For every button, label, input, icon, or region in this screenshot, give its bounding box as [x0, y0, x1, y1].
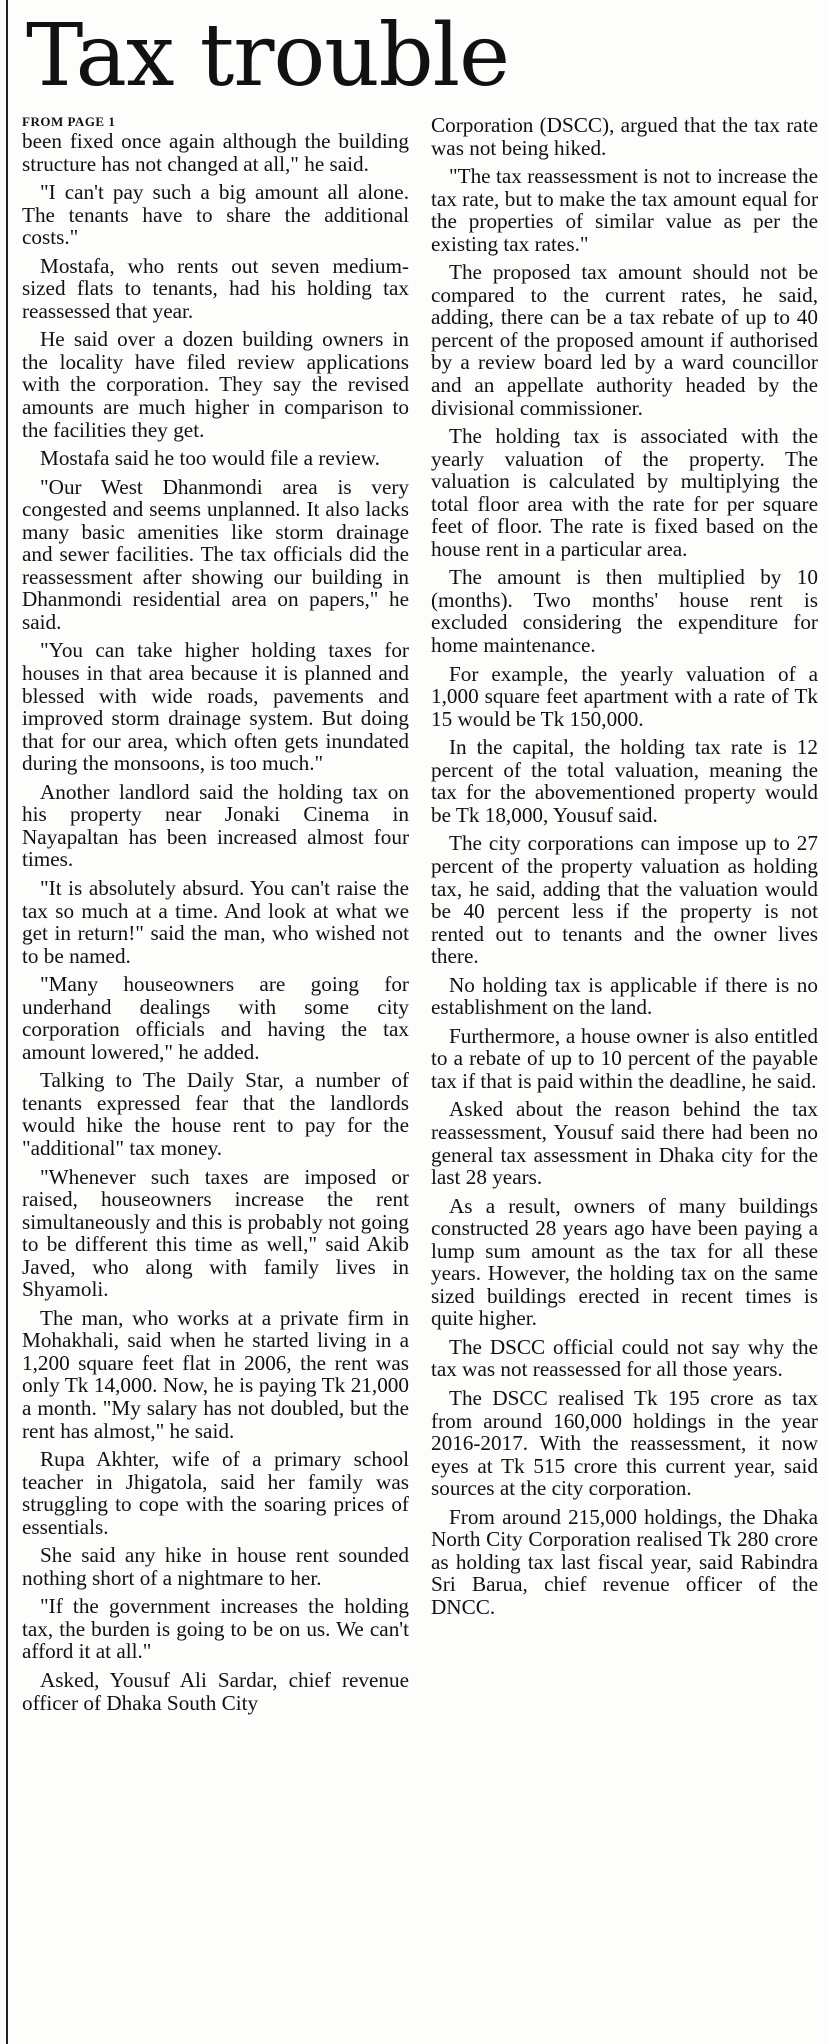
paragraph: The holding tax is associated with the yearly valuation of the property. The valuation is calculated by multiplying the total floor area with the rate for per square feet of floor. The rate is fixed based on the house rent in a particular area. — [431, 424, 818, 561]
paragraph: Rupa Akhter, wife of a primary school teacher in Jhigatola, said her family was struggling to cope with the soaring prices of essentials. — [22, 1447, 409, 1539]
paragraph: Furthermore, a house owner is also entitled to a rebate of up to 10 percent of the payable tax if that is paid within the deadline, he said. — [431, 1023, 818, 1093]
article-body — [22, 114, 818, 1720]
paragraph: As a result, owners of many buildings constructed 28 years ago have been paying a lump sum amount as the tax for all these years. However, the holding tax on the same sized buildings erected in recent times is quite higher. — [431, 1193, 818, 1331]
paragraph: The man, who works at a private firm in Mohakhali, said when he started living in a 1,200 square feet flat in 2006, the rent was only Tk 14,000. Now, he is paying Tk 21,000 a month. "My salary has not doubled, but the rent has almost," he said. — [22, 1305, 409, 1443]
left-column — [22, 114, 409, 1720]
paragraph: The proposed tax amount should not be compared to the current rates, he said, adding, there can be a tax rebate of up to 40 percent of the proposed amount if authorised by a review board led by a ward councillor and an appellate authority headed by the divisional commissioner. — [431, 260, 818, 420]
paragraph: "If the government increases the holding tax, the burden is going to be on us. We can't afford it at all." — [22, 1594, 409, 1664]
paragraph: The DSCC official could not say why the tax was not reassessed for all those years. — [431, 1334, 818, 1382]
paragraph: No holding tax is applicable if there is no establishment on the land. — [431, 972, 818, 1020]
paragraph: Another landlord said the holding tax on his property near Jonaki Cinema in Nayapaltan has been increased almost four times. — [22, 779, 409, 872]
paragraph: Talking to The Daily Star, a number of tenants expressed fear that the landlords would hike the house rent to pay for the "additional" tax money. — [22, 1068, 409, 1160]
paragraph: She said any hike in house rent sounded nothing short of a nightmare to her. — [22, 1543, 409, 1590]
paragraph: "Whenever such taxes are imposed or raised, houseowners increase the rent simultaneously and this is probably not going to be different this time as well," said Akib Javed, who along with family lives in Shyamoli. — [22, 1164, 409, 1302]
paragraph: Asked about the reason behind the tax reassessment, Yousuf said there had been no general tax assessment in Dhaka city for the last 28 years. — [431, 1097, 818, 1190]
paragraph: He said over a dozen building owners in the locality have filed review applications with the corporation. They say the revised amounts are much higher in comparison to the facilities they get. — [22, 327, 409, 442]
paragraph: The DSCC realised Tk 195 crore as tax from around 160,000 holdings in the year 2016-2017. With the reassessment, it now eyes at Tk 515 crore this current year, said sources at the city corporation. — [431, 1385, 818, 1501]
column-rule — [6, 0, 8, 2044]
paragraph: Asked, Yousuf Ali Sardar, chief revenue officer of Dhaka South City — [22, 1668, 409, 1715]
paragraph: Corporation (DSCC), argued that the tax rate was not being hiked. — [431, 113, 818, 160]
paragraph: From around 215,000 holdings, the Dhaka North City Corporation realised Tk 280 crore as holding tax last fiscal year, said Rabindra Sri Barua, chief revenue officer of the DNCC. — [431, 1504, 818, 1619]
right-column — [431, 114, 818, 1720]
paragraph: "It is absolutely absurd. You can't raise the tax so much at a time. And look at what we get in return!" said the man, who wished not to be named. — [22, 875, 409, 968]
paragraph: For example, the yearly valuation of a 1,000 square feet apartment with a rate of Tk 15 would be Tk 150,000. — [431, 661, 818, 731]
paragraph: "I can't pay such a big amount all alone. The tenants have to share the additional costs." — [22, 180, 409, 250]
paragraph: In the capital, the holding tax rate is 12 percent of the total valuation, meaning the tax for the abovementioned property would be Tk 18,000, Yousuf said. — [431, 735, 818, 827]
paragraph: Mostafa said he too would file a review. — [40, 446, 380, 471]
paragraph: "You can take higher holding taxes for houses in that area because it is planned and blessed with wide roads, pavements and improved storm drainage system. But doing that for our area, which often gets inundated during the monsoons, is too much." — [22, 638, 409, 776]
paragraph: "The tax reassessment is not to increase the tax rate, but to make the tax amount equal for the properties of similar value as per the existing tax rates." — [431, 164, 818, 256]
paragraph: been fixed once again although the building structure has not changed at all," he said. — [22, 129, 409, 176]
kicker: FROM PAGE 1 — [22, 114, 116, 129]
headline: Tax trouble — [26, 6, 510, 106]
paragraph: The city corporations can impose up to 27 percent of the property valuation as holding tax, he said, adding that the valuation would be 40 percent less if the property is not rented out to tenants and the owner lives there. — [431, 831, 818, 969]
paragraph: "Our West Dhanmondi area is very congested and seems unplanned. It also lacks many basic amenities like storm drainage and sewer facilities. The tax officials did the reassessment after showing our building in Dhanmondi residential area on papers," he said. — [22, 474, 409, 634]
paragraph: The amount is then multiplied by 10 (months). Two months' house rent is excluded considering the expenditure for home maintenance. — [431, 565, 818, 658]
paragraph: Mostafa, who rents out seven medium-sized flats to tenants, had his holding tax reassessed that year. — [22, 253, 409, 323]
paragraph: "Many houseowners are going for underhand dealings with some city corporation officials and having the tax amount lowered," he added. — [22, 972, 409, 1064]
